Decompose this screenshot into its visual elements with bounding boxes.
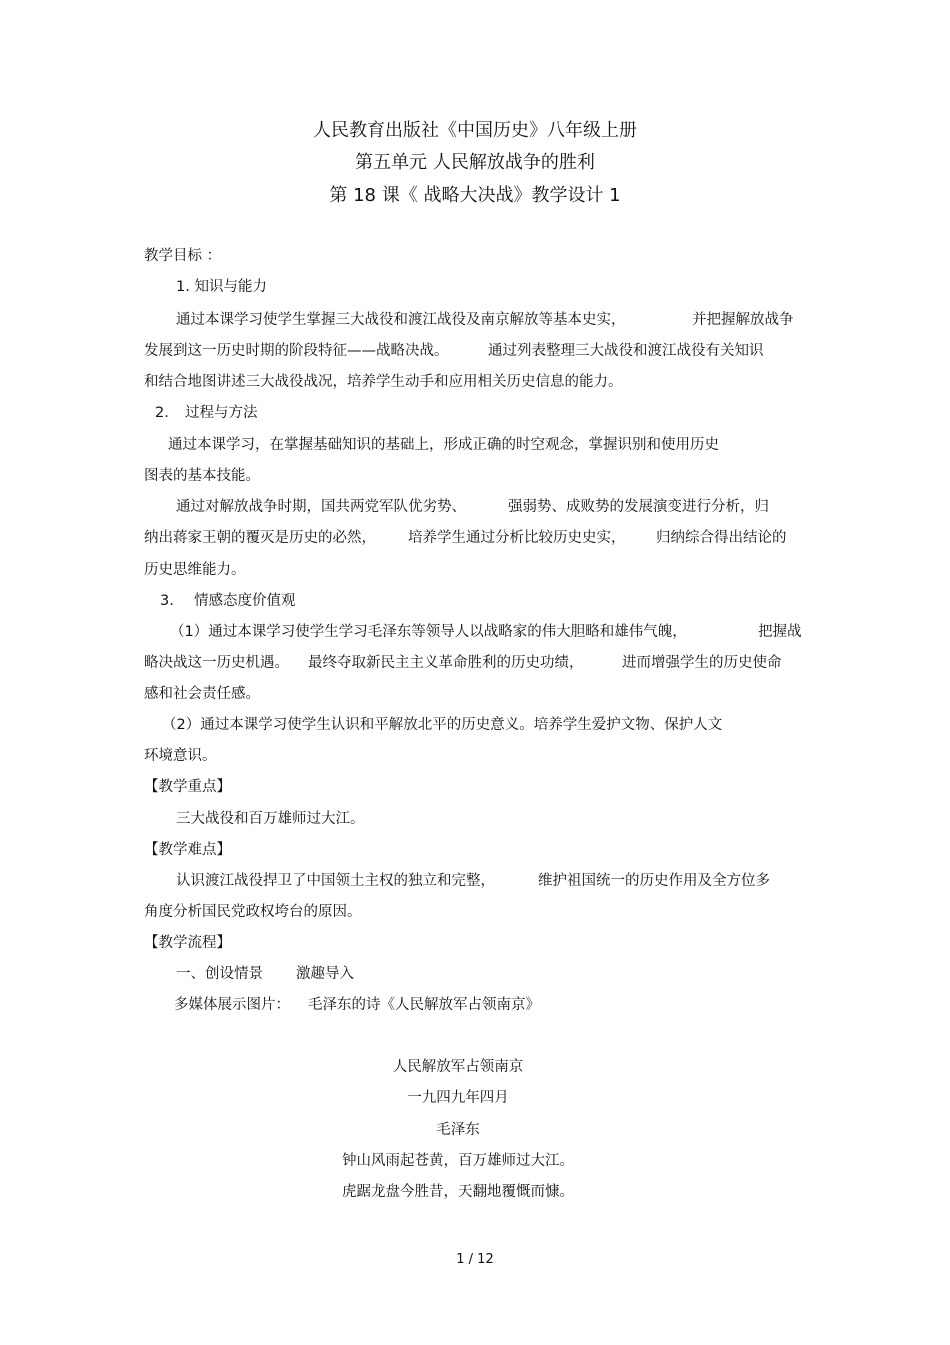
process-paragraph-line: 通过本课学习，在掌握基础知识的基础上，形成正确的时空观念，掌握识别和使用历史 <box>168 437 719 453</box>
text-segment: 并把握解放战争 <box>692 312 794 328</box>
text-segment: 最终夺取新民主主义革命胜利的历史功绩， <box>308 655 584 671</box>
poem-line: 钟山风雨起苍黄，百万雄师过大江。 <box>342 1153 574 1169</box>
heading-number: 2. <box>155 405 169 421</box>
lesson-title: 第 18 课《 战略大决战》教学设计 1 <box>329 185 621 206</box>
unit-title: 第五单元 人民解放战争的胜利 <box>355 152 595 173</box>
text-segment: 通过列表整理三大战役和渡江战役有关知识 <box>488 343 764 359</box>
difficult-points-heading: 【教学难点】 <box>144 842 231 858</box>
key-points-text: 三大战役和百万雄师过大江。 <box>176 811 365 827</box>
values-paragraph-line: 感和社会责任感。 <box>144 686 260 702</box>
knowledge-paragraph-line: 和结合地图讲述三大战役战况，培养学生动手和应用相关历史信息的能力。 <box>144 374 623 390</box>
text-segment: 一、创设情景 <box>176 966 263 982</box>
poem-author: 毛泽东 <box>436 1122 480 1138</box>
key-points-heading: 【教学重点】 <box>144 779 231 795</box>
text-segment: 毛泽东的诗《人民解放军占领南京》 <box>308 997 540 1013</box>
process-paragraph-line: 图表的基本技能。 <box>144 468 260 484</box>
text-segment: 纳出蒋家王朝的覆灭是历史的必然， <box>144 530 376 546</box>
objectives-heading: 教学目标 ： <box>144 248 222 264</box>
poem-title: 人民解放军占领南京 <box>392 1059 524 1075</box>
poem-line: 虎踞龙盘今胜昔，天翻地覆慨而慷。 <box>342 1184 574 1200</box>
knowledge-heading: 1. 知识与能力 <box>176 279 267 295</box>
values-paragraph-line: （2）通过本课学习使学生认识和平解放北平的历史意义。培养学生爱护文物、保护人文 <box>162 717 723 733</box>
text-segment: 维护祖国统一的历史作用及全方位多 <box>538 873 770 889</box>
text-segment: 略决战这一历史机遇。 <box>144 655 289 671</box>
document-title: 人民教育出版社《中国历史》八年级上册 <box>313 120 637 141</box>
text-segment: 激趣导入 <box>296 966 354 982</box>
difficult-points-line: 角度分析国民党政权垮台的原因。 <box>144 904 362 920</box>
heading-text: 过程与方法 <box>185 405 258 421</box>
text-segment: 认识渡江战役捍卫了中国领土主权的独立和完整， <box>176 873 495 889</box>
flow-heading: 【教学流程】 <box>144 935 231 951</box>
text-segment: 发展到这一历史时期的阶段特征——战略决战。 <box>144 343 449 359</box>
text-segment: （1）通过本课学习使学生学习毛泽东等领导人以战略家的伟大胆略和雄伟气魄， <box>170 624 687 640</box>
text-segment: 通过对解放战争时期，国共两党军队优劣势、 <box>176 499 466 515</box>
poem-date: 一九四九年四月 <box>407 1090 509 1106</box>
text-segment: 多媒体展示图片： <box>174 997 290 1013</box>
process-paragraph-line: 历史思维能力。 <box>144 562 246 578</box>
text-segment: 归纳综合得出结论的 <box>656 530 787 546</box>
text-segment: 强弱势、成败势的发展演变进行分析，归 <box>508 499 769 515</box>
text-segment: 进而增强学生的历史使命 <box>622 655 782 671</box>
values-paragraph-line: 环境意识。 <box>144 748 217 764</box>
heading-number: 3. <box>160 593 174 609</box>
page-number: 1 / 12 <box>456 1252 494 1267</box>
text-segment: 通过本课学习使学生掌握三大战役和渡江战役及南京解放等基本史实， <box>176 312 626 328</box>
text-segment: 培养学生通过分析比较历史史实， <box>408 530 626 546</box>
heading-text: 情感态度价值观 <box>194 593 296 609</box>
text-segment: 把握战 <box>758 624 802 640</box>
